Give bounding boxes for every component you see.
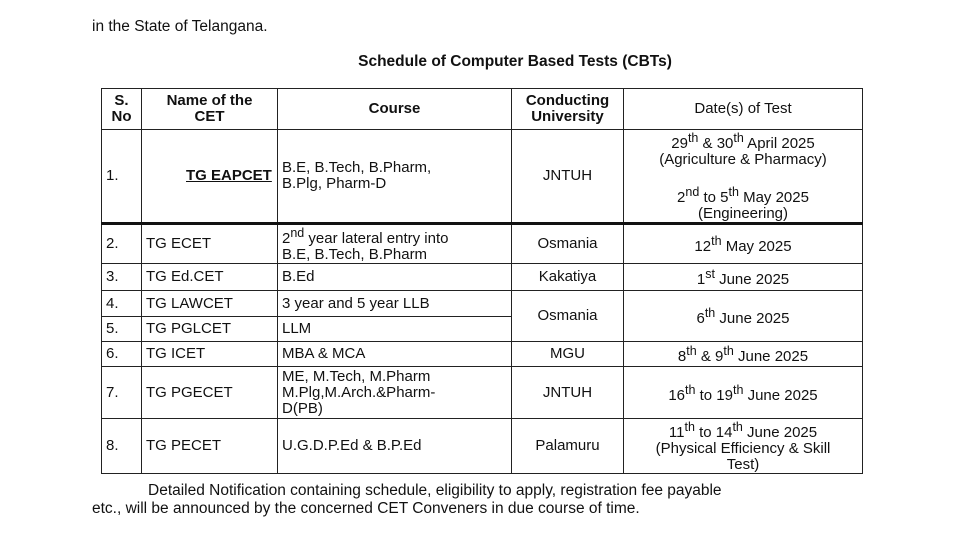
header-course: Course [278,89,512,130]
cell-university: Osmania [512,291,624,342]
header-name: Name of the CET [142,89,278,130]
cell-course: 2nd year lateral entry into B.E, B.Tech, B.Pharm [278,224,512,264]
cbt-schedule-table [101,88,863,474]
cell-course: ME, M.Tech, M.Pharm M.Plg,M.Arch.&Pharm- D(PB) [278,367,512,419]
table-row [102,342,863,367]
cell-course: B.E, B.Tech, B.Pharm, B.Plg, Pharm-D [278,130,512,224]
cell-date: 11th to 14th June 2025 (Physical Efficiency & Skill Test) [624,419,863,474]
cell-university: JNTUH [512,367,624,419]
cell-university: Palamuru [512,419,624,474]
header-university: Conducting University [512,89,624,130]
table-header-row [102,89,863,130]
cell-course: MBA & MCA [278,342,512,367]
cell-university: MGU [512,342,624,367]
cell-date: 8th & 9th June 2025 [624,342,863,367]
cell-name: TG ECET [142,224,278,264]
cell-university: Osmania [512,224,624,264]
document-title: Schedule of Computer Based Tests (CBTs) [358,53,672,70]
cell-sno: 8. [102,419,142,474]
cell-sno: 7. [102,367,142,419]
cell-sno: 3. [102,264,142,291]
cell-course: B.Ed [278,264,512,291]
cell-sno: 6. [102,342,142,367]
footer-line-2: etc., will be announced by the concerned CET Conveners in due course of time. [92,500,640,517]
cell-university: Kakatiya [512,264,624,291]
footer-note [92,482,882,518]
cell-name: TG PGECET [142,367,278,419]
cell-name: TG Ed.CET [142,264,278,291]
cell-date: 29th & 30th April 2025 (Agriculture & Pharmacy) 2nd to 5th May 2025 (Engineering) [624,130,863,224]
footer-line-1: Detailed Notification containing schedule, eligibility to apply, registration fee payable [148,482,722,499]
cell-sno: 1. [102,130,142,224]
cell-course: U.G.D.P.Ed & B.P.Ed [278,419,512,474]
cell-sno: 4. [102,291,142,317]
cell-name: TG PGLCET [142,317,278,342]
table-row [102,291,863,317]
cell-date: 6th June 2025 [624,291,863,342]
header-date: Date(s) of Test [624,89,863,130]
table-row [102,264,863,291]
table-row [102,130,863,224]
cell-name: TG LAWCET [142,291,278,317]
cell-university: JNTUH [512,130,624,224]
cell-sno: 2. [102,224,142,264]
cell-date: 1st June 2025 [624,264,863,291]
cell-name: TG ICET [142,342,278,367]
table-row [102,224,863,264]
cell-name: TG EAPCET [142,130,278,224]
table-row [102,419,863,474]
header-sno: S. No [102,89,142,130]
cell-name: TG PECET [142,419,278,474]
cell-sno: 5. [102,317,142,342]
cell-course: LLM [278,317,512,342]
cell-course: 3 year and 5 year LLB [278,291,512,317]
cell-date: 16th to 19th June 2025 [624,367,863,419]
intro-text: in the State of Telangana. [92,18,268,35]
cell-date: 12th May 2025 [624,224,863,264]
table-row [102,367,863,419]
